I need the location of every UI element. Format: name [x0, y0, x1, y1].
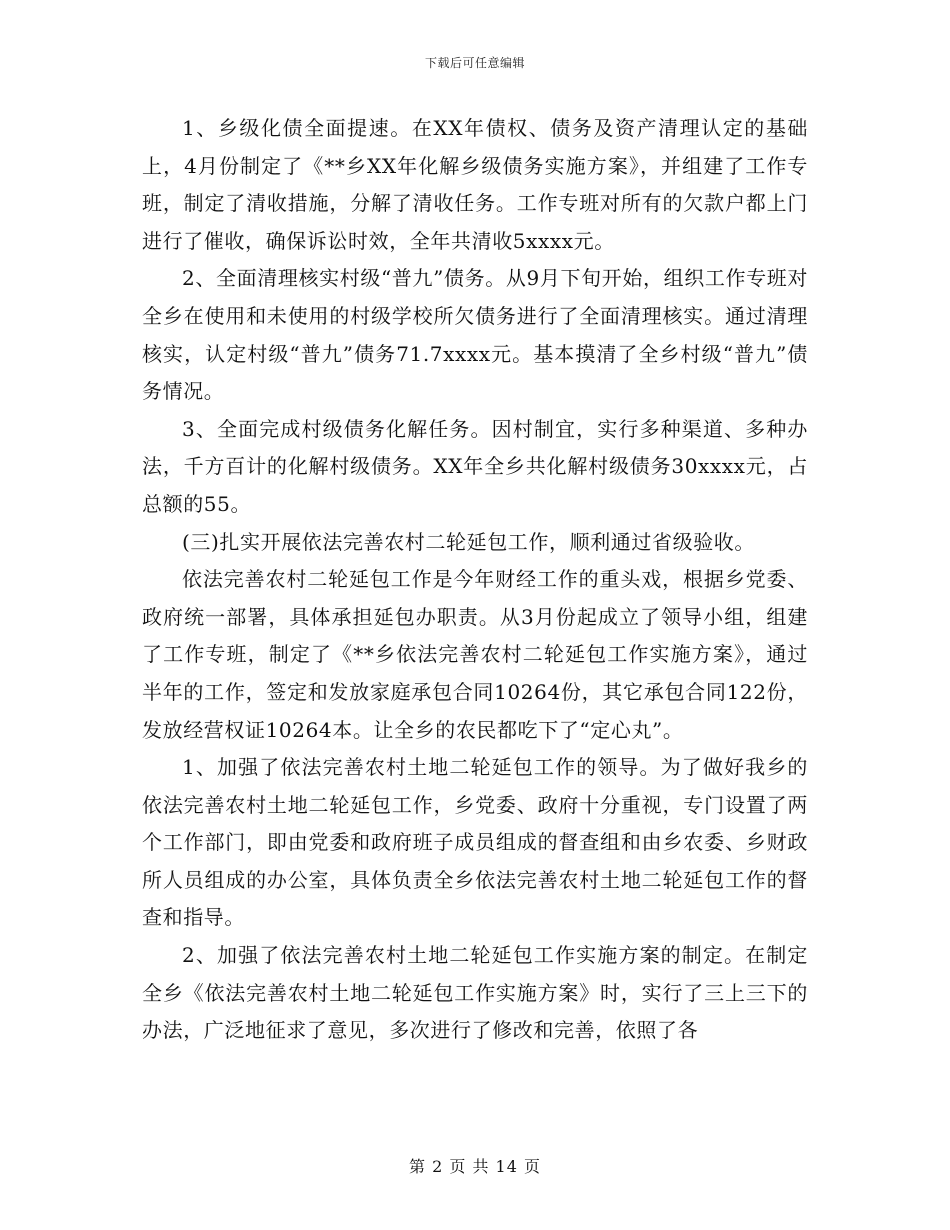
section-heading-land-contract: (三)扎实开展依法完善农村二轮延包工作，顺利通过省级验收。: [182, 529, 756, 554]
paragraph-implementation-plan: 2、加强了依法完善农村土地二轮延包工作实施方案的制定。在制定全乡《依法完善农村土地二轮延包工作实施方案》时，实行了三上三下的办法，广泛地征求了意见，多次进行了修改和完善，依照了各: [142, 943, 808, 1043]
page-header: 下载后可任意编辑: [424, 56, 525, 70]
document-body: [142, 110, 808, 1050]
page-footer: 第 2 页 共 14 页: [409, 1157, 541, 1176]
paragraph-village-debt-resolution: 3、全面完成村级债务化解任务。因村制宜，实行多种渠道、多种办法，千方百计的化解村级债务。XX年全乡共化解村级债务30xxxx元，占总额的55。: [142, 416, 808, 516]
paragraph-land-contract-overview: 依法完善农村二轮延包工作是今年财经工作的重头戏，根据乡党委、政府统一部署，具体承担延包办职责。从3月份起成立了领导小组，组建了工作专班，制定了《**乡依法完善农村二轮延包工作实施方案》，通过半年的工作，签定和发放家庭承包合同10264份，其它承包合同122份，发放经营权证10264本。让全乡的农民都吃下了“定心丸”。: [142, 567, 808, 742]
paragraph-village-puji-debt: 2、全面清理核实村级“普九”债务。从9月下旬开始，组织工作专班对全乡在使用和未使用的村级学校所欠债务进行了全面清理核实。通过清理核实，认定村级“普九”债务71.7xxxx元。基本摸清了全乡村级“普九”债务情况。: [142, 266, 808, 404]
paragraph-township-debt: 1、乡级化债全面提速。在XX年债权、债务及资产清理认定的基础上，4月份制定了《**乡XX年化解乡级债务实施方案》，并组建了工作专班，制定了清收措施，分解了清收任务。工作专班对所有的欠款户都上门进行了催收，确保诉讼时效，全年共清收5xxxx元。: [142, 116, 808, 253]
paragraph-leadership: 1、加强了依法完善农村土地二轮延包工作的领导。为了做好我乡的依法完善农村土地二轮延包工作，乡党委、政府十分重视，专门设置了两个工作部门，即由党委和政府班子成员组成的督查组和由乡农委、乡财政所人员组成的办公室，具体负责全乡依法完善农村土地二轮延包工作的督查和指导。: [142, 755, 808, 930]
